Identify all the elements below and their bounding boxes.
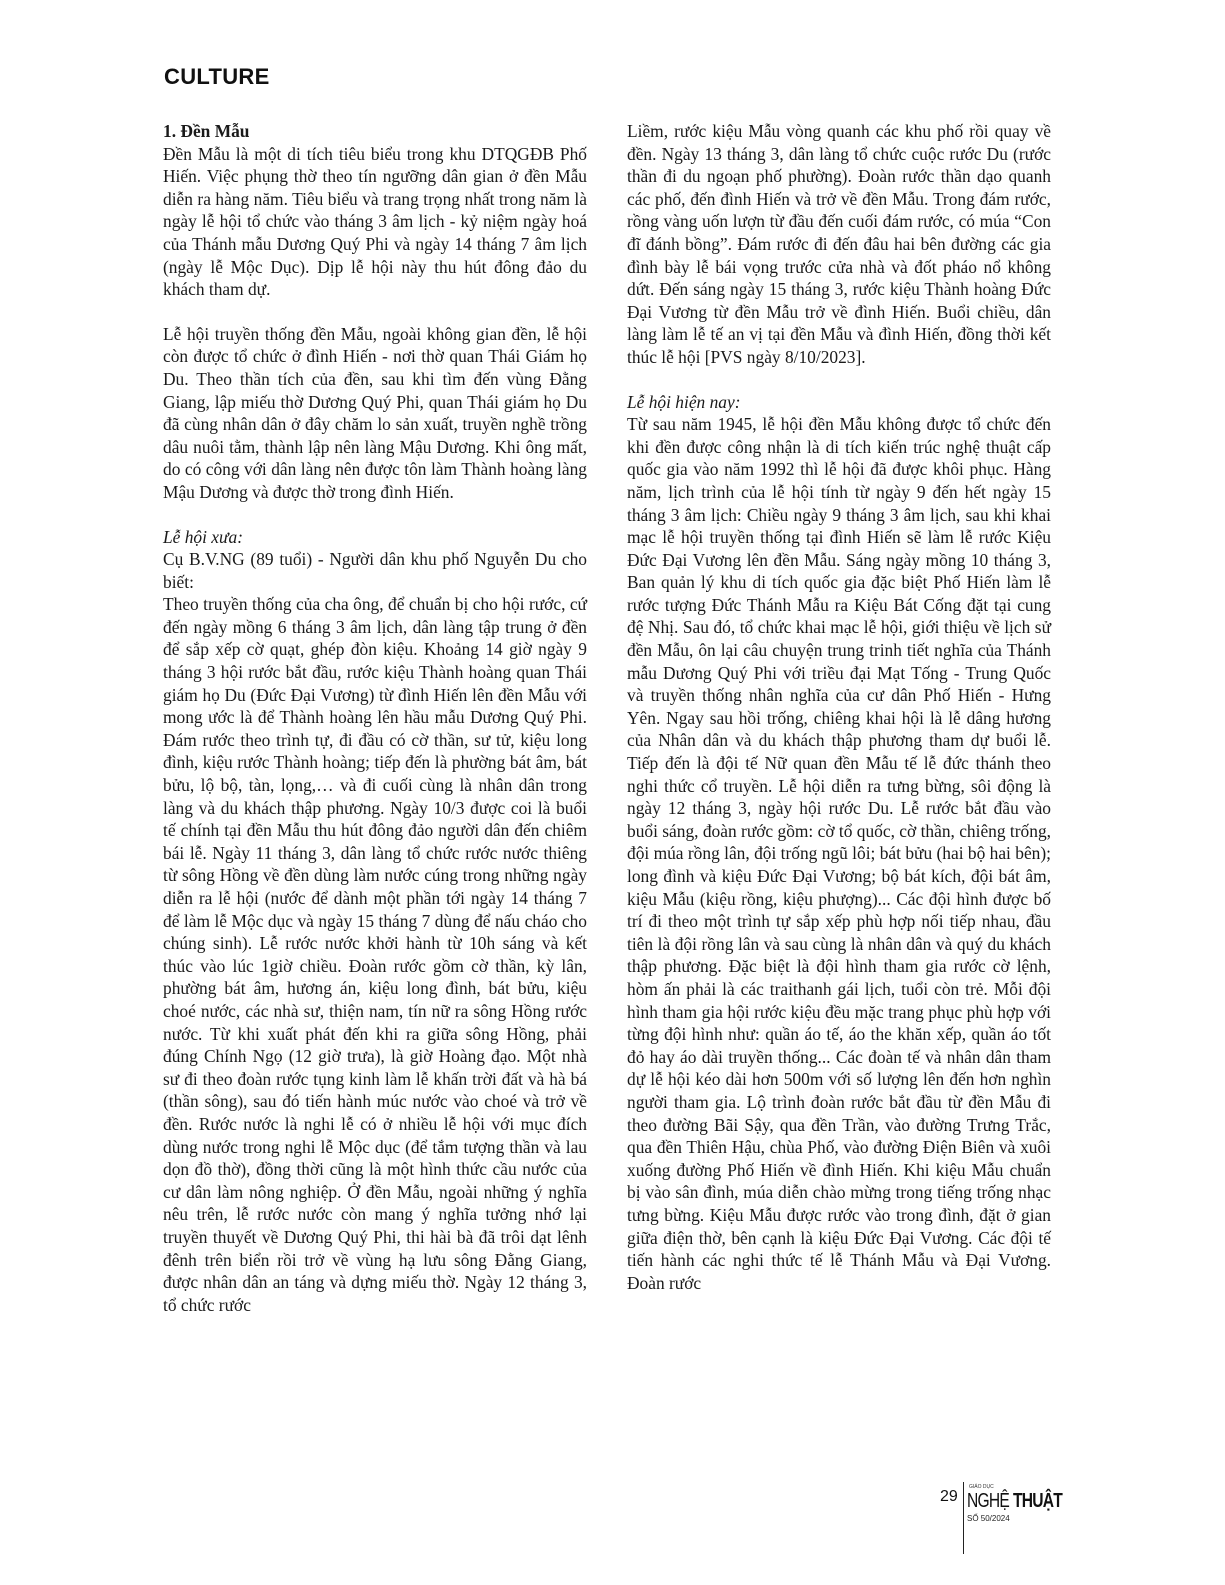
right-column xyxy=(627,120,1051,1294)
paragraph: Theo truyền thống của cha ông, để chuẩn bị cho hội rước, cứ đến ngày mồng 6 tháng 3 âm lịch, dân làng tập trung ở đền để sắp xếp cờ quạt, ghép đòn kiệu. Khoảng 14 giờ ngày 9 tháng 3 hội rước bắt đầu, rước kiệu Thành hoàng quan Thái giám họ Du (Đức Đại Vương) từ đình Hiến lên đền Mẫu với mong ước là để Thành hoàng lên hầu mẫu Dương Quý Phi. Đám rước theo trình tự, đi đầu có cờ thần, sư tử, kiệu long đình, kiệu rước Thành hoàng; tiếp đến là phường bát âm, bát bửu, lộ bộ, tàn, lọng,… và đi cuối cùng là nhân dân trong làng và du khách thập phương. Ngày 10/3 được coi là buổi tế chính tại đền Mẫu thu hút đông đảo người dân đến chiêm bái lễ. Ngày 11 tháng 3, dân làng tổ chức rước nước thiêng từ sông Hồng về đền dùng làm nước cúng trong những ngày diễn ra lễ hội (nước để dành một phần tới ngày 14 tháng 7 để làm lễ Mộc dục và ngày 15 tháng 7 dùng để nấu cháo cho chúng sinh). Lễ rước nước khởi hành từ 10h sáng và kết thúc vào lúc 1giờ chiều. Đoàn rước gồm cờ thần, kỳ lân, phường bát âm, hương án, kiệu long đình, bát bửu, kiệu choé nước, các nhà sư, thiện nam, tín nữ ra sông Hồng rước nước. Từ khi xuất phát đến khi ra giữa sông Hồng, phải đúng Chính Ngọ (12 giờ trưa), là giờ Hoàng đạo. Một nhà sư đi theo đoàn rước tụng kinh làm lễ khấn trời đất và hà bá (thần sông), sau đó tiến hành múc nước vào choé và trở về đền. Rước nước là nghi lễ có ở nhiều lễ hội với mục đích dùng nước trong nghi lễ Mộc dục (để tắm tượng thần và lau dọn đồ thờ), đồng thời cũng là một hình thức cầu nước của cư dân làm nông nghiệp. Ở đền Mẫu, ngoài những ý nghĩa nêu trên, lễ rước nước còn mang ý nghĩa tưởng nhớ lại truyền thuyết về Dương Quý Phi, thi hài bà đã trôi dạt lênh đênh trên biển rồi trở về vùng hạ lưu sông Đằng Giang, được nhân dân an táng và dựng miếu thờ. Ngày 12 tháng 3, tổ chức rước xyxy=(163,594,587,1315)
paragraph-gap xyxy=(627,369,1051,391)
paragraph: Lễ hội truyền thống đền Mẫu, ngoài không gian đền, lễ hội còn được tổ chức ở đình Hiến - nơi thờ quan Thái Giám họ Du. Theo thần tích của đền, sau khi tìm đến vùng Đằng Giang, lập miếu thờ Dương Quý Phi, quan Thái giám họ Du đã cùng nhân dân ở đây chăm lo sản xuất, truyền nghề trồng dâu nuôi tằm, thành lập nên làng Mậu Dương. Khi ông mất, do có công với dân làng nên được tôn làm Thành hoàng làng Mậu Dương và được thờ trong đình Hiến. xyxy=(163,323,587,502)
masthead-word-b: THUẬT xyxy=(1013,1490,1062,1512)
paragraph-gap xyxy=(163,301,587,323)
paragraph: Đền Mẫu là một di tích tiêu biểu trong khu DTQGĐB Phố Hiến. Việc phụng thờ theo tín ngưỡng dân gian ở đền Mẫu diễn ra hàng năm. Tiêu biểu và trang trọng nhất trong năm là ngày lễ hội tổ chức vào tháng 3 âm lịch - kỷ niệm ngày hoá của Thánh mẫu Dương Quý Phi và ngày 14 tháng 7 âm lịch (ngày lễ Mộc Dục). Dịp lễ hội này thu hút đông đảo du khách tham dự. xyxy=(163,143,587,300)
page-number: 29 xyxy=(940,1488,958,1505)
paragraph: Liềm, rước kiệu Mẫu vòng quanh các khu phố rồi quay về đền. Ngày 13 tháng 3, dân làng tổ chức cuộc rước Du (rước thần đi du ngoạn phố phường). Đoàn rước thần dạo quanh các phố, đến đình Hiến và trở về đền Mẫu. Trong đám rước, rồng vàng uốn lượn từ đầu đến cuối đám rước, có múa “Con đĩ đánh bồng”. Đám rước đi đến đâu hai bên đường các gia đình bày lễ bái vọng trước cửa nhà và đốt pháo nổ không dứt. Đến sáng ngày 15 tháng 3, rước kiệu Thành hoàng Đức Đại Vương từ đền Mẫu trở về đình Hiến. Buổi chiều, dân làng làm lễ tế an vị tại đền Mẫu và đình Hiến, đồng thời kết thúc lễ hội [PVS ngày 8/10/2023]. xyxy=(627,121,1051,367)
issue-number: SỐ 50/2024 xyxy=(967,1514,1010,1523)
masthead-small-text: GIÁO DỤC xyxy=(969,1484,994,1490)
section-label: CULTURE xyxy=(164,64,270,89)
article-heading: 1. Đền Mẫu xyxy=(163,121,250,141)
subheading: Lễ hội hiện nay: xyxy=(627,391,741,412)
masthead-word-a: NGHỆ xyxy=(967,1490,1009,1512)
paragraph: Cụ B.V.NG (89 tuổi) - Người dân khu phố Nguyễn Du cho biết: xyxy=(163,549,587,592)
footer-divider xyxy=(963,1482,964,1554)
subheading: Lễ hội xưa: xyxy=(163,526,243,547)
paragraph-gap xyxy=(163,504,587,526)
paragraph: Từ sau năm 1945, lễ hội đền Mẫu không được tổ chức đến khi đền được công nhận là di tích kiến trúc nghệ thuật cấp quốc gia vào năm 1992 thì lễ hội đã được khôi phục. Hàng năm, lịch trình của lễ hội tính từ ngày 9 đến hết ngày 15 tháng 3 âm lịch: Chiều ngày 9 tháng 3 âm lịch, sau khi khai mạc lễ hội truyền thống tại đình Hiến sẽ làm lễ rước Kiệu Đức Đại Vương lên đền Mẫu. Sáng ngày mồng 10 tháng 3, Ban quản lý khu di tích quốc gia đặc biệt Phố Hiến làm lễ rước tượng Đức Thánh Mẫu ra Kiệu Bát Cống đặt tại cung đệ Nhị. Sau đó, tổ chức khai mạc lễ hội, giới thiệu về lịch sử đền Mẫu, ôn lại câu chuyện trung trinh tiết nghĩa của Thánh mẫu Dương Quý Phi với triều đại Mạt Tống - Trung Quốc và truyền thống nhân nghĩa của cư dân Phố Hiến - Hưng Yên. Ngay sau hồi trống, chiêng khai hội là lễ dâng hương của Nhân dân và du khách thập phương tham dự buổi lễ. Tiếp đến là đội tế Nữ quan đền Mẫu tế lễ đức thánh theo nghi thức cổ truyền. Lễ hội diễn ra tưng bừng, sôi động là ngày 12 tháng 3, ngày hội rước Du. Lễ rước bắt đầu vào buổi sáng, đoàn rước gồm: cờ tổ quốc, cờ thần, chiêng trống, đội múa rồng lân, đội trống ngũ lôi; bát bửu (hai bộ hai bên); long đình và kiệu Đức Đại Vương; bộ bát kích, đội bát âm, kiệu Mẫu (kiệu rồng, kiệu phượng)... Các đội hình được bố trí đi theo một trình tự sắp xếp phù hợp nối tiếp nhau, đầu tiên là đội rồng lân và sau cùng là nhân dân và quý du khách thập phương. Đặc biệt là đội hình tham gia rước cờ lệnh, hòm ấn phải là các traithanh gái lịch, tuổi còn trẻ. Mỗi đội hình tham gia hội rước kiệu đều mặc trang phục phù hợp với từng đội hình như: quần áo tế, áo the khăn xếp, quần áo tốt đỏ hay áo dài truyền thống... Các đoàn tế và nhân dân tham dự lễ hội kéo dài hơn 500m với số lượng lên đến hơn nghìn người tham gia. Lộ trình đoàn rước bắt đầu từ đền Mẫu đi theo đường Bãi Sậy, qua đền Trần, vào đường Trưng Trắc, qua đền Thiên Hậu, chùa Phố, vào đường Điện Biên và xuôi xuống đường Phố Hiến về đình Hiến. Khi kiệu Mẫu chuẩn bị vào sân đình, múa diễn chào mừng trong tiếng trống nhạc tưng bừng. Kiệu Mẫu được rước vào trong đình, đặt ở gian giữa điện thờ, bên cạnh là kiệu Đức Đại Vương. Các đội tế tiến hành các nghi thức tế lễ Thánh Mẫu và Đại Vương. Đoàn rước xyxy=(627,414,1051,1293)
left-column xyxy=(163,120,587,1316)
